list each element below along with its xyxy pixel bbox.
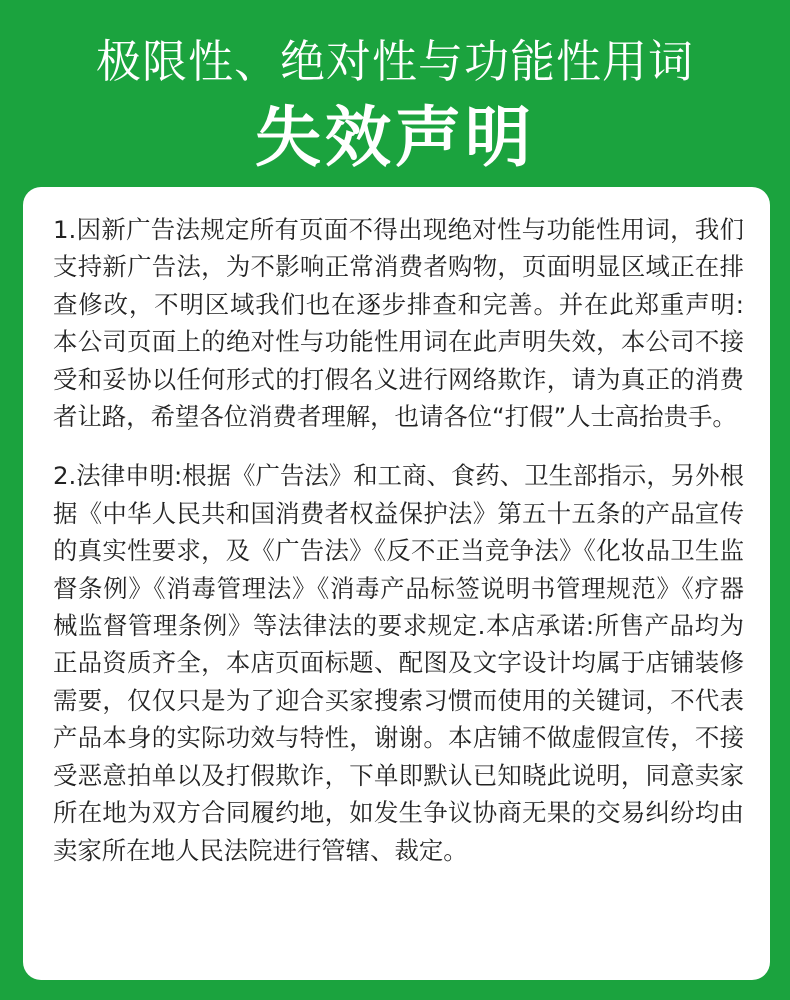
statement-paragraph-2: 2.法律申明:根据《广告法》和工商、食药、卫生部指示，另外根据《中华人民共和国消费者权益保护法》第五十五条的产品宣传的真实性要求，及《广告法》《反不正当竞争法》《化妆品卫生监督条例》《消毒管理法》《消毒产品标签说明书管理规范》《疗器械监督管理条例》等法律法的要求规定.本店承诺:所售产品均为正品资质齐全，本店页面标题、配图及文字设计均属于店铺装修需要，仅仅只是为了迎合买家搜索习惯而使用的关键词，不代表产品本身的实际功效与特性，谢谢。本店铺不做虚假宣传，不接受恶意拍单以及打假欺诈，下单即默认已知晓此说明，同意卖家所在地为双方合同履约地，如发生争议协商无果的交易纠纷均由卖家所在地人民法院进行管辖、裁定。 (53, 461, 744, 865)
page-subtitle-heading: 极限性、绝对性与功能性用词 (95, 35, 694, 88)
statement-paragraph-1: 1.因新广告法规定所有页面不得出现绝对性与功能性用词，我们支持新广告法，为不影响正常消费者购物，页面明显区域正在排查修改，不明区域我们也在逐步排查和完善。并在此郑重声明:本公司页面上的绝对性与功能性用词在此声明失效，本公司不接受和妥协以任何形式的打假名义进行网络欺诈，请为真正的消费者让路，希望各位消费者理解，也请各位“打假”人士高抬贵手。 (53, 215, 744, 432)
statement-card (23, 187, 770, 980)
page-title: 失效声明 (255, 99, 535, 176)
header-banner (0, 0, 790, 185)
